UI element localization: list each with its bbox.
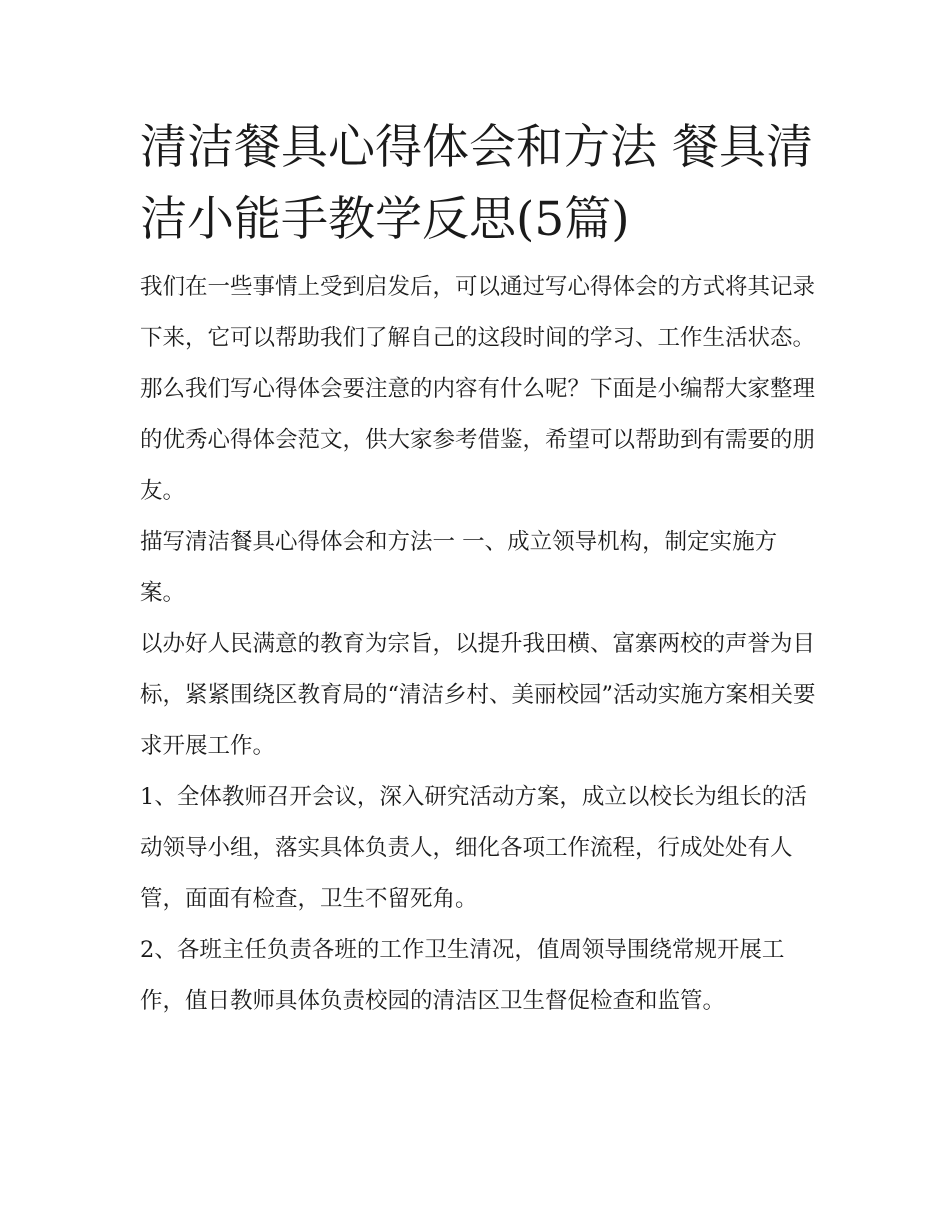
paragraph-purpose: 以办好人民满意的教育为宗旨，以提升我田横、富寨两校的声誉为目标，紧紧围绕区教育局的“清洁乡村、美丽校园”活动实施方案相关要求开展工作。: [140, 631, 816, 759]
paragraph-section-heading: 描写清洁餐具心得体会和方法一 一、成立领导机构，制定实施方案。: [140, 529, 778, 606]
paragraph-item-1: 1、全体教师召开会议，深入研究活动方案，成立以校长为组长的活动领导小组，落实具体负责人，细化各项工作流程，行成处处有人管，面面有检查，卫生不留死角。: [140, 784, 807, 912]
paragraph-item-2: 2、各班主任负责各班的工作卫生清况，值周领导围绕常规开展工作，值日教师具体负责校园的清洁区卫生督促检查和监管。: [140, 937, 785, 1014]
document-page: [140, 112, 820, 1027]
paragraph-intro: 我们在一些事情上受到启发后，可以通过写心得体会的方式将其记录下来，它可以帮助我们了解自己的这段时间的学习、工作生活状态。那么我们写心得体会要注意的内容有什么呢？下面是小编帮大家整理的优秀心得体会范文，供大家参考借鉴，希望可以帮助到有需要的朋友。: [140, 274, 816, 504]
document-title: 清洁餐具心得体会和方法 餐具清洁小能手教学反思(5篇): [140, 120, 813, 247]
